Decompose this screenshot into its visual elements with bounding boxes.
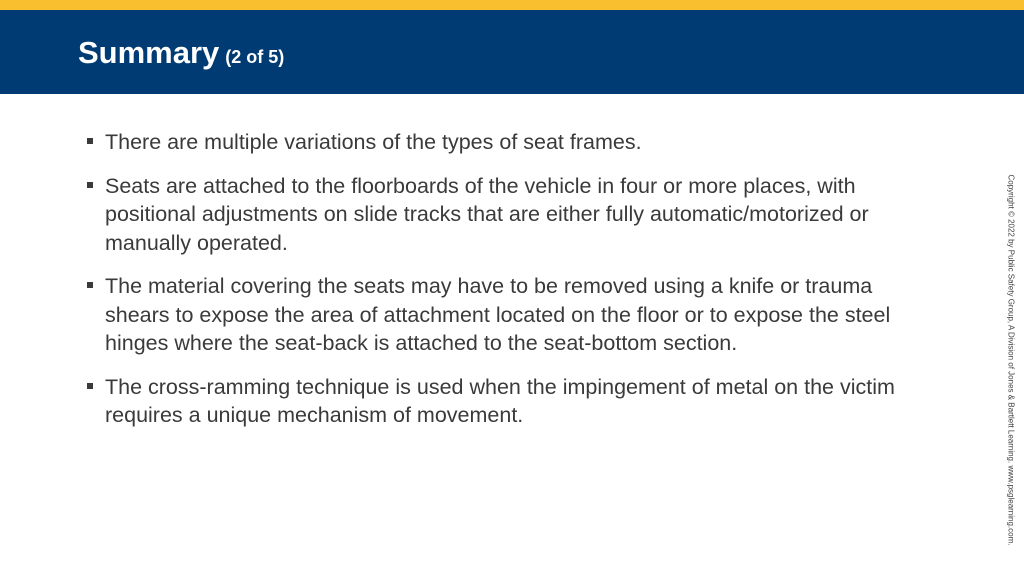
bullet-list [86,128,936,445]
bullet-text: There are multiple variations of the types of seat frames. [105,130,642,154]
bullet-item [86,272,936,358]
square-bullet-icon [87,182,93,188]
square-bullet-icon [87,138,93,144]
slide-title-text: Summary [78,35,220,70]
bullet-item [86,128,936,157]
slide-title [78,35,284,75]
bullet-text: Seats are attached to the floorboards of the vehicle in four or more places, with positional adjustments on slide tracks that are either fully automatic/motorized or manually operated. [105,173,869,255]
square-bullet-icon [87,282,93,288]
bullet-item [86,373,936,430]
bullet-item [86,172,936,258]
accent-stripe [0,0,1024,10]
copyright-notice: Copyright © 2022 by Public Safety Group, A Division of Jones & Bartlett Learning. www.psglearning.com. [1006,174,1016,546]
bullet-text: The material covering the seats may have to be removed using a knife or trauma shears to expose the area of attachment located on the floor or to expose the steel hinges where the seat-back is attached to the seat-bottom section. [105,274,891,355]
slide-title-counter: (2 of 5) [225,47,285,67]
bullet-text: The cross-ramming technique is used when the impingement of metal on the victim requires a unique mechanism of movement. [105,374,895,427]
square-bullet-icon [87,383,93,389]
